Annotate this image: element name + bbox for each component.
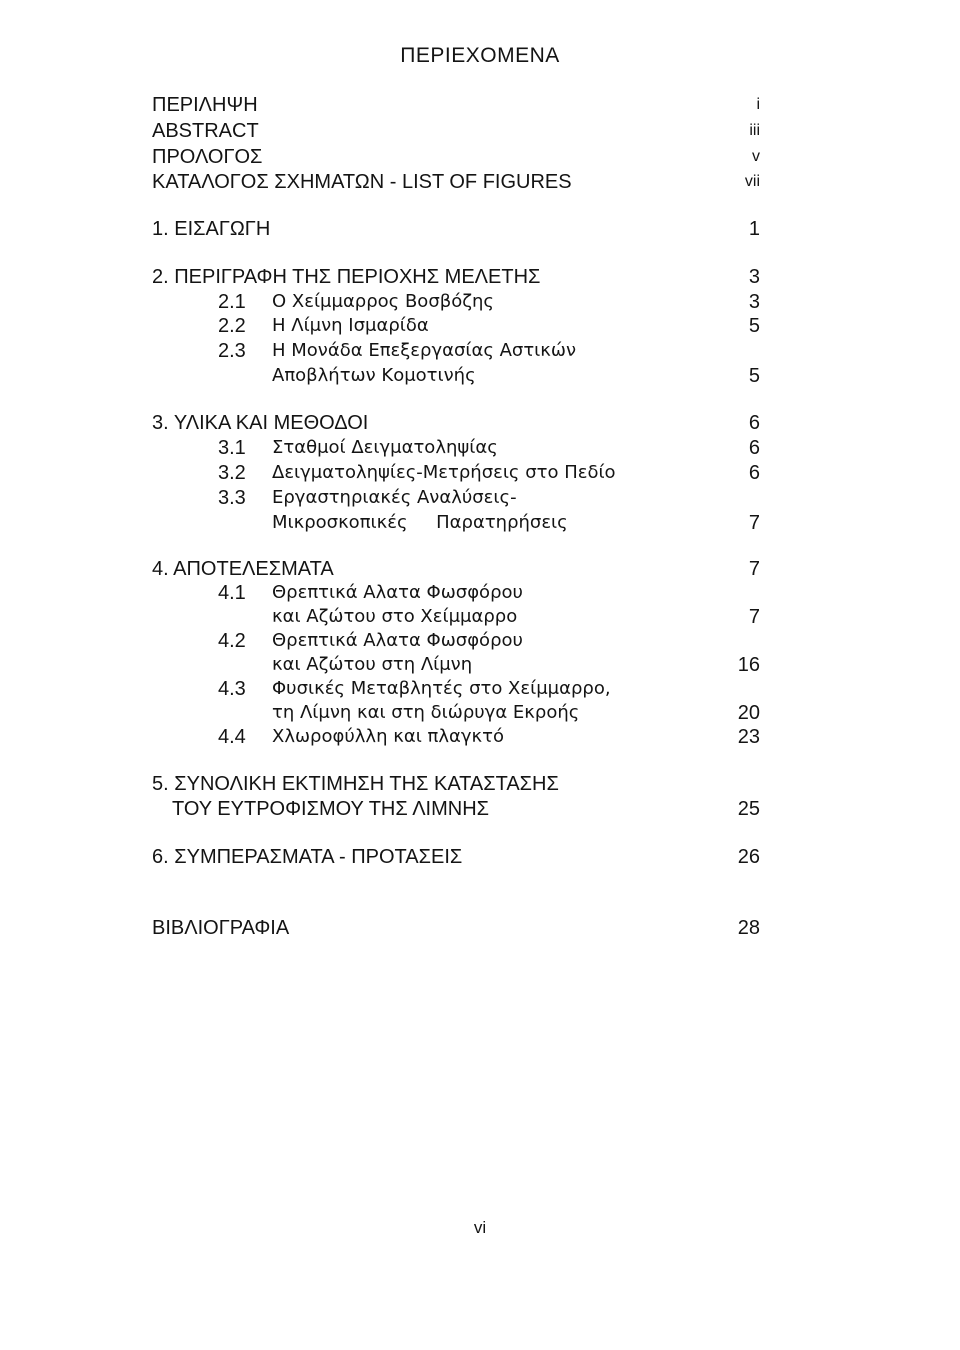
toc-entry-text: 2. ΠΕΡΙΓΡΑΦΗ ΤΗΣ ΠΕΡΙΟΧΗΣ ΜΕΛΕΤΗΣ: [152, 266, 541, 288]
toc-entry-page: v: [752, 148, 760, 165]
toc-entry-page: 25: [737, 798, 760, 820]
toc-entry-page: 3: [748, 266, 760, 288]
toc-entry: [0, 92, 960, 118]
toc-entry-number: 2.3: [218, 340, 246, 362]
page-title: ΠΕΡΙΕΧΟΜΕΝΑ: [400, 44, 560, 67]
toc-entry-text: Μικροσκοπικές Παρατηρήσεις: [272, 512, 568, 533]
toc-entry: [0, 724, 960, 750]
toc-entry-text: Σταθμοί Δειγματοληψίας: [272, 437, 498, 458]
toc-entry-number: 4.1: [218, 582, 246, 604]
toc-entry-text: Δειγματοληψίες-Μετρήσεις στο Πεδίο: [272, 462, 616, 483]
toc-entry: [0, 338, 960, 364]
toc-entry-page: 20: [737, 702, 760, 724]
toc-entry-text: 6. ΣΥΜΠΕΡΑΣΜΑΤΑ - ΠΡΟΤΑΣΕΙΣ: [152, 846, 463, 868]
toc-entry-page: 7: [748, 558, 760, 580]
toc-entry: [0, 118, 960, 144]
toc-entry-text: 5. ΣΥΝΟΛΙΚΗ ΕΚΤΙΜΗΣΗ ΤΗΣ ΚΑΤΑΣΤΑΣΗΣ: [152, 773, 559, 795]
toc-entry-number: 2.1: [218, 291, 246, 313]
toc-entry-page: 7: [748, 512, 760, 534]
toc-entry: [0, 169, 960, 195]
toc-entry-text: Η Μονάδα Επεξεργασίας Αστικών: [272, 340, 577, 361]
toc-entry-number: 3.2: [218, 462, 246, 484]
toc-entry: [0, 628, 960, 654]
toc-entry-number: 3.1: [218, 437, 246, 459]
toc-entry: [0, 652, 960, 678]
toc-entry-text: 4. ΑΠΟΤΕΛΕΣΜΑΤΑ: [152, 558, 334, 580]
toc-entry: [0, 460, 960, 486]
toc-entry-page: 1: [748, 218, 760, 240]
toc-entry-page: vii: [744, 173, 760, 190]
toc-entry: [0, 604, 960, 630]
toc-entry: [0, 313, 960, 339]
toc-entry-page: 23: [737, 726, 760, 748]
toc-entry: [0, 580, 960, 606]
toc-entry-number: 4.2: [218, 630, 246, 652]
toc-entry-text: και Αζώτου στη Λίμνη: [272, 654, 473, 675]
page-number: vi: [473, 1218, 487, 1237]
toc-entry-text: Η Λίμνη Ισμαρίδα: [272, 315, 429, 336]
toc-entry: [0, 410, 960, 436]
toc-entry: [0, 676, 960, 702]
toc-entry-text: Θρεπτικά Αλατα Φωσφόρου: [272, 582, 523, 603]
toc-entry: [0, 556, 960, 582]
toc-entry: [0, 510, 960, 536]
toc-entry: [0, 844, 960, 870]
toc-entry: [0, 915, 960, 941]
toc-entry-page: 7: [748, 606, 760, 628]
toc-entry: [0, 363, 960, 389]
toc-entry-page: iii: [749, 122, 760, 139]
toc-entry: [0, 485, 960, 511]
toc-entry-page: 5: [748, 365, 760, 387]
toc-entry-text: ΤΟΥ ΕΥΤΡΟΦΙΣΜΟΥ ΤΗΣ ΛΙΜΝΗΣ: [172, 798, 490, 820]
toc-entry-number: 2.2: [218, 315, 246, 337]
toc-entry: [0, 264, 960, 290]
toc-entry-text: τη Λίμνη και στη διώρυγα Εκροής: [272, 702, 580, 723]
toc-entry-page: 16: [737, 654, 760, 676]
toc-entry: [0, 435, 960, 461]
toc-entry-text: 1. ΕΙΣΑΓΩΓΗ: [152, 218, 271, 240]
toc-entry-text: ΠΡΟΛΟΓΟΣ: [152, 146, 263, 168]
toc-entry-text: Αποβλήτων Κομοτινής: [272, 365, 476, 386]
toc-entry-text: Φυσικές Μεταβλητές στο Χείμμαρρο,: [272, 678, 611, 699]
toc-entry: [0, 216, 960, 242]
toc-entry-text: Χλωροφύλλη και πλαγκτό: [272, 726, 504, 747]
toc-entry: [0, 289, 960, 315]
toc-entry-page: 6: [748, 412, 760, 434]
toc-entry-text: Θρεπτικά Αλατα Φωσφόρου: [272, 630, 523, 651]
toc-entry: [0, 700, 960, 726]
toc-entry-number: 3.3: [218, 487, 246, 509]
toc-entry-page: 5: [748, 315, 760, 337]
toc-entry: [0, 144, 960, 170]
toc-entry: [0, 796, 960, 822]
toc-entry-text: ΒΙΒΛΙΟΓΡΑΦΙΑ: [152, 917, 290, 939]
toc-entry-text: Εργαστηριακές Αναλύσεις-: [272, 487, 517, 508]
toc-entry: [0, 771, 960, 797]
toc-entry-page: 28: [737, 917, 760, 939]
toc-entry-text: ABSTRACT: [152, 120, 259, 142]
toc-entry-page: 26: [737, 846, 760, 868]
toc-entry-text: ΠΕΡΙΛΗΨΗ: [152, 94, 258, 116]
toc-entry-page: 3: [748, 291, 760, 313]
toc-entry-page: i: [756, 96, 760, 113]
toc-entry-page: 6: [748, 462, 760, 484]
toc-entry-text: Ο Χείμμαρρος Βοσβόζης: [272, 291, 494, 312]
toc-entry-text: και Αζώτου στο Χείμμαρρο: [272, 606, 518, 627]
toc-entry-text: ΚΑΤΑΛΟΓΟΣ ΣΧΗΜΑΤΩΝ - LIST OF FIGURES: [152, 171, 572, 193]
toc-entry-number: 4.4: [218, 726, 246, 748]
toc-entry-text: 3. ΥΛΙΚΑ ΚΑΙ ΜΕΘΟΔΟΙ: [152, 412, 369, 434]
toc-entry-number: 4.3: [218, 678, 246, 700]
toc-entry-page: 6: [748, 437, 760, 459]
